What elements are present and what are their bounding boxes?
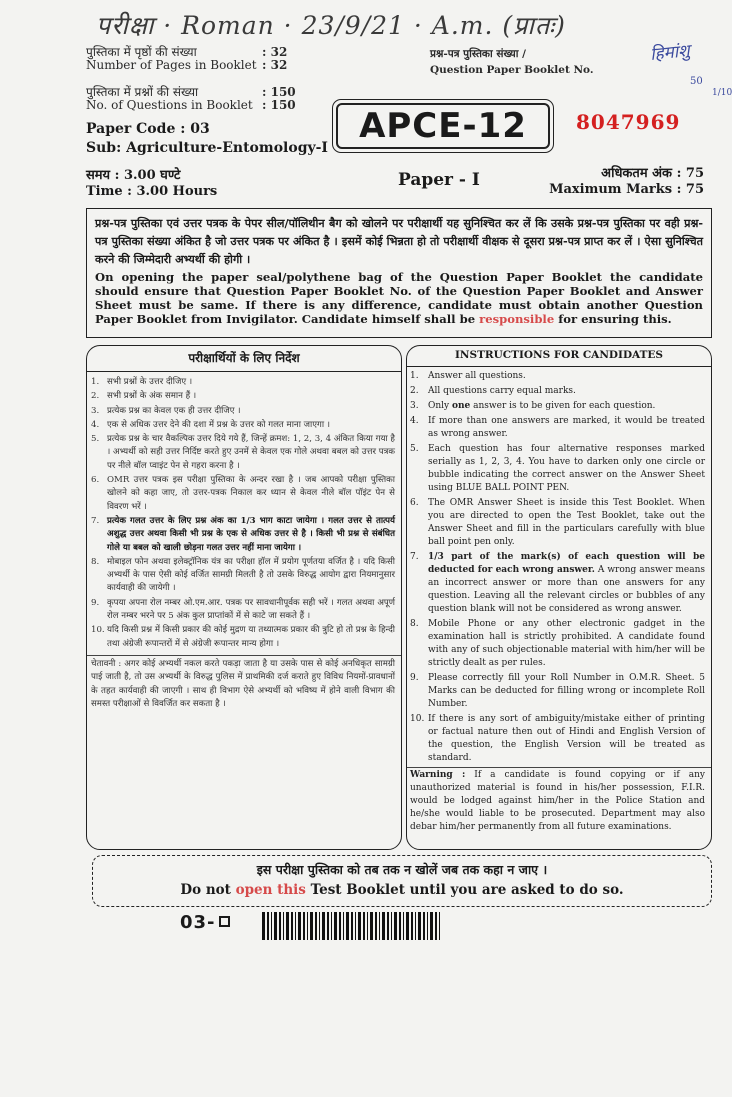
instruction-hi-text: एक से अधिक उत्तर देने की दशा में प्रश्न के उत्तर को गलत माना जाएगा ।: [107, 419, 331, 430]
notice-hindi: प्रश्न-पत्र पुस्तिका एवं उत्तर पत्रक के पेपर सील/पॉलिथीन बैग को खोलने पर परीक्षार्थी यह सुनिश्चित कर लें कि उसके प्रश्न-पत्र पुस्तिका पर वही प्रश्न-पत्र पुस्तिका संख्या अंकित है जो उत्तर पत्रक पर अंकित है । इसमें कोई भिन्नता हो तो परीक्षार्थी वीक्षक से दूसरा प्रश्न-पत्र प्राप्त कर लें । ऐसा सुनिश्चित करने की जिम्मेदारी अभ्यर्थी की होगी ।: [95, 216, 703, 266]
warning-english-text: If a candidate is found copying or if any unauthorized material is found in his/her possession, F.I.R. would be lodged against him/her in the Police Station and he/she would liable to be prosecuted. Department may also debar him/her permanently from all future examinations.: [410, 770, 705, 832]
exam-code: APCE-12: [359, 106, 527, 146]
instruction-en-body: Mobile Phone or any other electronic gadget in the examination hall is strictly prohibited. A candidate found with any of such objectionable material with him/her will be strictly dealt as per rules.: [428, 619, 705, 668]
do-not-open-english-end: Test Booklet until you are asked to do so.: [305, 882, 624, 898]
instruction-en-body: All questions carry equal marks.: [428, 386, 576, 396]
instructions-hindi-list: [87, 372, 401, 651]
instruction-en-body: answer is to be given for each question.: [470, 401, 656, 411]
question-paper-booklet-no-label: [430, 46, 594, 78]
instruction-en-item: [410, 443, 705, 495]
questions-value-hi: : 150: [262, 85, 296, 99]
instruction-en-number: 6.: [410, 498, 419, 508]
instruction-hi-number: 4.: [91, 419, 100, 430]
barcode-bar: [427, 912, 428, 940]
instruction-hi-number: 3.: [91, 405, 100, 416]
barcode-bar: [370, 912, 373, 940]
instruction-hi-item: [91, 405, 395, 418]
booklet-serial-number: 8047969: [576, 110, 681, 134]
instruction-hi-number: 5.: [91, 434, 100, 445]
time-en: Time : 3.00 Hours: [86, 184, 218, 199]
barcode-bar: [319, 912, 320, 940]
barcode-bar: [363, 912, 365, 940]
instruction-en-body: Answer all questions.: [428, 371, 526, 381]
questions-label-en: No. of Questions in Booklet: [86, 98, 253, 112]
instruction-en-bold: 1/3 part of the mark(s) of each question will be deducted for each wrong answer.: [428, 552, 705, 575]
barcode-bar: [379, 912, 380, 940]
barcode-bar: [274, 912, 277, 940]
instructions-hindi-heading: परीक्षार्थियों के लिए निर्देश: [87, 346, 401, 372]
barcode-bar: [298, 912, 301, 940]
barcode-bar: [403, 912, 404, 940]
instruction-en-item: [410, 672, 705, 711]
instruction-en-bold: one: [452, 401, 471, 411]
barcode-bar: [303, 912, 305, 940]
instruction-en-item: [410, 713, 705, 765]
bottom-code-text: 03-: [180, 912, 216, 933]
barcode-bar: [310, 912, 313, 940]
instruction-hi-text: प्रत्येक प्रश्न का केवल एक ही उत्तर दीजिए ।: [107, 405, 241, 416]
invigilator-signature: हिमांशु: [649, 40, 691, 66]
instruction-en-pre: Only: [428, 401, 452, 411]
instruction-en-number: 1.: [410, 371, 419, 381]
questions-label-hi: पुस्तिका में प्रश्नों की संख्या: [86, 85, 199, 99]
instruction-hi-text: OMR उत्तर पत्रक इस परीक्षा पुस्तिका के अन्दर रखा है । जब आपको परीक्षा पुस्तिका खोलने को कहा जाए, तो उत्तर-पत्रक निकाल कर ध्यान से केवल नीले बॉल पॉइंट पेन से विवरण भरें ।: [107, 475, 395, 512]
instruction-hi-text: सभी प्रश्नों के अंक समान हैं ।: [107, 391, 197, 402]
barcode-bar: [375, 912, 377, 940]
instruction-hi-text: प्रत्येक गलत उत्तर के लिए प्रश्न अंक का 1/3 भाग काटा जायेगा । गलत उत्तर से तात्पर्य अशुद्ध उत्तर अथवा किसी भी प्रश्न के एक से अधिक उत्तर से है । किसी भी प्रश्न से संबंधित गोले या बबल को खाली छोड़ना गलत उत्तर नहीं माना जायेगा ।: [107, 515, 395, 553]
instruction-en-body: Each question has four alternative responses marked serially as 1, 2, 3, 4. You have to darken only one circle or bubble indicating the correct answer on the Answer Sheet using BLUE BALL POINT PEN.: [428, 444, 705, 493]
barcode-bar: [279, 912, 281, 940]
instruction-en-item: [410, 385, 705, 398]
pages-value-en: : 32: [262, 58, 288, 72]
notice-english-text: On opening the paper seal/polythene bag of the Question Paper Booklet the candidate should ensure that Question Paper Booklet No. of the Question Paper Booklet and Answer Sheet must be same. If there is any difference, candidate must obtain another Question Paper Booklet from Invigilator. Candidate himself shall be: [95, 270, 703, 326]
instruction-hi-item: [91, 419, 395, 432]
instruction-en-number: 3.: [410, 401, 419, 411]
instructions-english-list: [407, 367, 711, 765]
booklet-meta-pages: [86, 46, 287, 72]
instruction-en-number: 2.: [410, 386, 419, 396]
instruction-en-text: [428, 370, 526, 383]
instructions-english-heading: INSTRUCTIONS FOR CANDIDATES: [407, 346, 711, 367]
barcode-bar: [339, 912, 341, 940]
do-not-open-english-highlight: open this: [235, 882, 306, 898]
instruction-en-text: [428, 618, 705, 670]
barcode-bar: [271, 912, 272, 940]
time-hi: समय : 3.00 घण्टे: [86, 168, 181, 183]
instruction-en-body: If there is any sort of ambiguity/mistake either of printing or factual nature then out of Hindi and English Version of the question, the English Version will be treated as standard.: [428, 714, 705, 763]
bottom-paper-code: [180, 912, 230, 933]
barcode-bar: [283, 912, 284, 940]
barcode-bar: [322, 912, 325, 940]
warning-hindi: चेतावनी : अगर कोई अभ्यर्थी नकल करते पकड़ा जाता है या उसके पास से कोई अनधिकृत सामग्री पाई जाती है, तो उस अभ्यर्थी के विरुद्ध पुलिस में प्राथमिकी दर्ज कराते हुए विविध नियमों-प्रावधानों के तहत कार्यवाही की जाएगी । साथ ही विभाग ऐसे अभ्यर्थी को भविष्य में होने वाली विभाग की समस्त परीक्षाओं से विवर्जित कर सकता है ।: [87, 655, 401, 711]
paper-code: Paper Code : 03: [86, 121, 210, 137]
notice-english-highlight: responsible: [479, 312, 555, 326]
handwritten-note: परीक्षा · Roman · 23/9/21 · A.m. (प्रातः): [96, 11, 566, 40]
booklet-meta-questions: [86, 86, 296, 112]
instruction-hi-text: कृपया अपना रोल नम्बर ओ.एम.आर. पत्रक पर सावधानीपूर्वक सही भरें । गलत अथवा अपूर्ण रोल नम्बर भरने पर 5 अंक कुल प्राप्तांकों में से काटे जा सकते हैं ।: [107, 597, 395, 622]
instructions-hindi-box: [86, 345, 402, 850]
barcode-bar: [418, 912, 421, 940]
do-not-open-english-start: Do not: [180, 882, 236, 898]
barcode-bar: [307, 912, 308, 940]
instruction-en-body: The OMR Answer Sheet is inside this Test Booklet. When you are directed to open the Test Booklet, take out the Answer Sheet and fill in the particulars carefully with blue ball point pen only.: [428, 498, 705, 547]
barcode-bar: [286, 912, 289, 940]
barcode-bar: [399, 912, 401, 940]
warning-english: [407, 767, 711, 834]
checkbox-square-icon: [219, 916, 230, 927]
barcode-bar: [267, 912, 269, 940]
max-marks-hi: अधिकतम अंक : 75: [601, 166, 704, 181]
instruction-hi-text: सभी प्रश्नों के उत्तर दीजिए ।: [107, 377, 193, 387]
instruction-hi-text: प्रत्येक प्रश्न के चार वैकल्पिक उत्तर दिये गये हैं, जिन्हें क्रमश: 1, 2, 3, 4 अंकित किया गया है । अभ्यर्थी को सही उत्तर निर्दिष्ट करते हुए उनमें से केवल एक गोले अथवा बबल को उत्तर पत्रक पर नीले बॉल प्वाइंट पेन से गहरा करना है ।: [107, 434, 395, 471]
barcode-bar: [415, 912, 416, 940]
qpb-label-en: Question Paper Booklet No.: [430, 64, 594, 76]
warning-english-label: Warning :: [410, 770, 466, 780]
barcode-bar: [291, 912, 293, 940]
barcode-bar: [315, 912, 317, 940]
instruction-hi-text: मोबाइल फोन अथवा इलेक्ट्रॉनिक यंत्र का परीक्षा हॉल में प्रयोग पूर्णतया वर्जित है । यदि किसी अभ्यर्थी के पास ऐसी कोई वर्जित सामग्री मिलती है तो उसके विरुद्ध आयोग द्वारा नियमानुसार कार्यवाही की जायेगी ।: [107, 556, 395, 594]
instruction-en-text: [428, 443, 705, 495]
max-marks-block: [549, 166, 704, 198]
instruction-hi-number: 7.: [91, 515, 100, 526]
exam-code-box: [336, 103, 550, 149]
barcode-bar: [430, 912, 433, 940]
instruction-hi-item: [91, 474, 395, 514]
barcode-bar: [394, 912, 397, 940]
instruction-en-text: [428, 551, 705, 616]
instruction-en-text: [428, 400, 655, 413]
instruction-en-number: 8.: [410, 619, 419, 629]
signature-number: 50: [690, 76, 703, 87]
barcode-bar: [327, 912, 329, 940]
instruction-en-item: [410, 618, 705, 670]
instruction-en-text: [428, 672, 705, 711]
instruction-hi-number: 1.: [91, 377, 100, 387]
barcode-bar: [411, 912, 413, 940]
instruction-en-item: [410, 497, 705, 549]
signature-fraction: 1/10: [712, 88, 732, 98]
barcode-bar: [435, 912, 437, 940]
instruction-hi-item: [91, 376, 395, 389]
instruction-en-item: [410, 551, 705, 616]
instruction-en-body: If more than one answers are marked, it would be treated as wrong answer.: [428, 416, 705, 439]
pages-label-en: Number of Pages in Booklet: [86, 58, 257, 72]
instruction-hi-number: 6.: [91, 475, 100, 486]
barcode-bar: [423, 912, 425, 940]
barcode-bar: [262, 912, 265, 940]
instruction-hi-number: 2.: [91, 391, 100, 402]
instruction-en-text: [428, 497, 705, 549]
barcode-bar: [387, 912, 389, 940]
barcode-bar: [367, 912, 368, 940]
instruction-en-text: [428, 385, 576, 398]
instruction-hi-item: [91, 515, 395, 555]
instruction-hi-item: [91, 433, 395, 473]
instructions-english-box: [406, 345, 712, 850]
barcode-bar: [295, 912, 296, 940]
notice-english-tail: for ensuring this.: [554, 312, 672, 326]
paper-number: Paper - I: [398, 170, 480, 190]
notice-english: [95, 270, 703, 326]
barcode-icon: [262, 912, 444, 940]
barcode-bar: [355, 912, 356, 940]
instruction-hi-number: 9.: [91, 597, 100, 608]
instruction-hi-item: [91, 597, 395, 624]
instruction-en-number: 7.: [410, 552, 419, 562]
time-block: [86, 168, 217, 200]
barcode-bar: [391, 912, 392, 940]
instruction-hi-text: यदि किसी प्रश्न में किसी प्रकार की कोई मुद्रण या तथ्यात्मक प्रकार की त्रुटि हो तो प्रश्न के हिन्दी तथा अंग्रेजी रूपान्तरों में से अंग्रेजी रूपान्तर मान्य होगा ।: [107, 625, 395, 649]
instruction-hi-item: [91, 390, 395, 403]
do-not-open-english: [93, 880, 711, 900]
instruction-hi-number: 8.: [91, 556, 100, 567]
barcode-bar: [382, 912, 385, 940]
instruction-en-item: [410, 415, 705, 441]
booklet-verification-notice: [86, 208, 712, 338]
instruction-en-item: [410, 370, 705, 383]
pages-label-hi: पुस्तिका में पृष्ठों की संख्या: [86, 45, 197, 59]
pages-value-hi: : 32: [262, 45, 288, 59]
barcode-bar: [343, 912, 344, 940]
barcode-bar: [334, 912, 337, 940]
instruction-hi-item: [91, 556, 395, 596]
questions-value-en: : 150: [262, 98, 296, 112]
instruction-en-number: 5.: [410, 444, 419, 454]
instruction-en-text: [428, 415, 705, 441]
barcode-bar: [346, 912, 349, 940]
instruction-hi-item: [91, 624, 395, 651]
barcode-bar: [406, 912, 409, 940]
barcode-bar: [331, 912, 332, 940]
max-marks-en: Maximum Marks : 75: [549, 182, 704, 197]
barcode-bar: [351, 912, 353, 940]
instruction-en-number: 9.: [410, 673, 419, 683]
instruction-en-item: [410, 400, 705, 413]
instruction-en-number: 4.: [410, 416, 419, 426]
instruction-hi-number: 10.: [91, 625, 105, 636]
do-not-open-notice: [92, 855, 712, 907]
barcode-bar: [358, 912, 361, 940]
instruction-en-text: [428, 713, 705, 765]
instruction-en-body: A wrong answer means an incorrect answer or more than one answers for any question. Leaving all the relevant circles or bubbles of any question blank will not be considered as wrong answer.: [428, 565, 705, 614]
instruction-en-number: 10.: [410, 714, 425, 724]
instruction-en-body: Please correctly fill your Roll Number in O.M.R. Sheet. 5 Marks can be deducted for filling wrong or incomplete Roll Number.: [428, 673, 705, 709]
barcode-bar: [439, 912, 440, 940]
subject: Sub: Agriculture-Entomology-I: [86, 140, 328, 156]
do-not-open-hindi: इस परीक्षा पुस्तिका को तब तक न खोलें जब तक कहा न जाए ।: [256, 862, 548, 877]
qpb-label-hi: प्रश्न-पत्र पुस्तिका संख्या /: [430, 48, 526, 60]
